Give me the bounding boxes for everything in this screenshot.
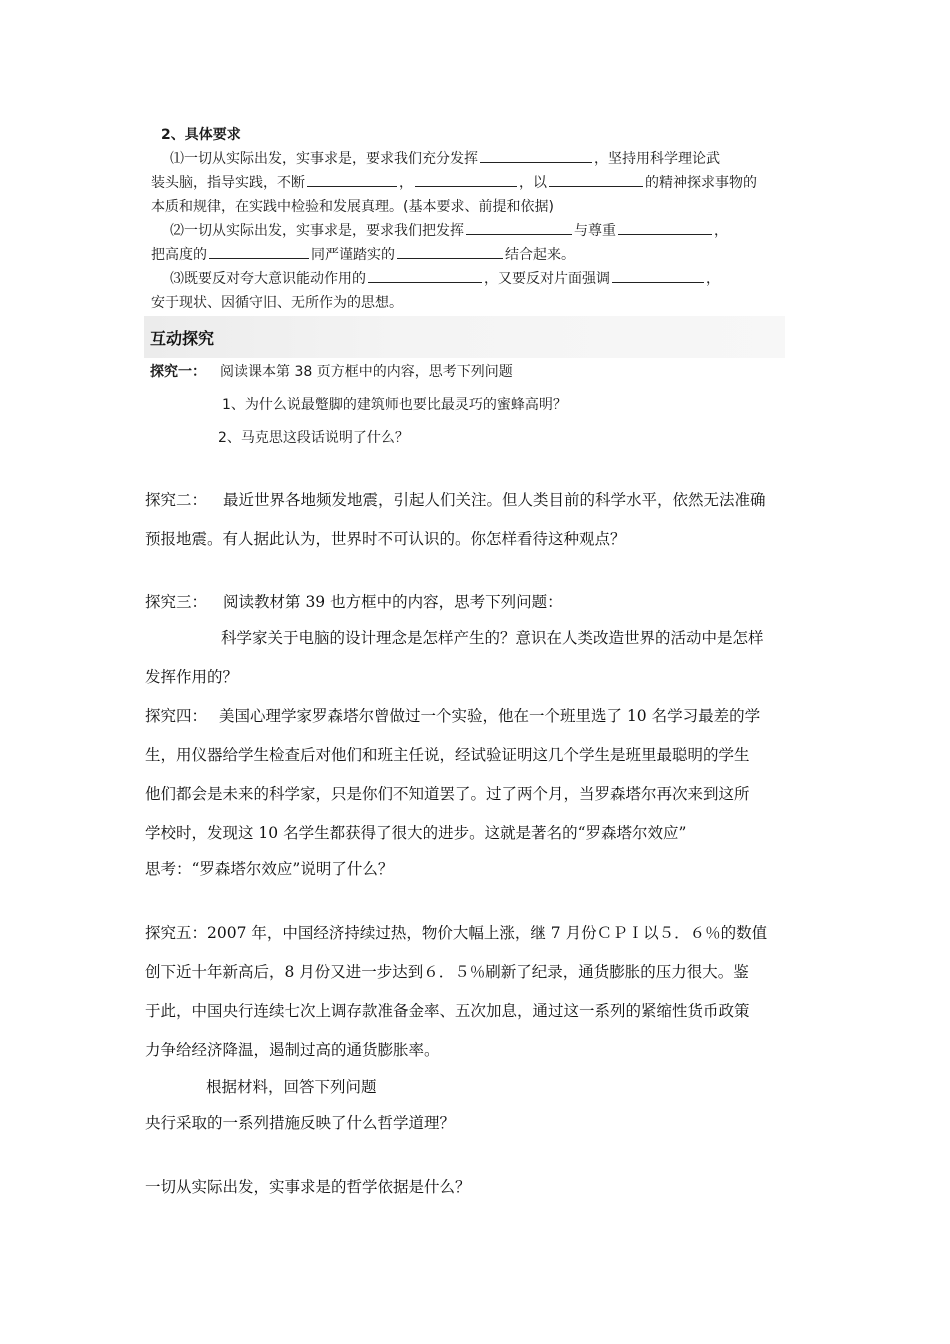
req2-line2-text-b: 同严谨踏实的	[311, 247, 395, 263]
req3-line1-text-c: ，	[706, 271, 720, 287]
inquiry2-line1	[145, 488, 766, 510]
section-title: 互动探究	[150, 329, 215, 348]
req1-line1-text-a: ⑴一切从实际出发，实事求是，要求我们充分发挥	[170, 151, 478, 167]
inquiry4-line3: 他们都会是未来的科学家，只是你们不知道罢了。过了两个月，当罗森塔尔再次来到这所	[145, 785, 750, 803]
fill-blank[interactable]	[612, 269, 704, 283]
fill-blank[interactable]	[209, 245, 309, 259]
fill-blank[interactable]	[466, 221, 572, 235]
inquiry5-q1: 央行采取的一系列措施反映了什么哲学道理？	[145, 1114, 456, 1132]
requirements-heading: 2、具体要求	[161, 127, 241, 143]
fill-blank[interactable]	[397, 245, 503, 259]
inquiry2-label: 探究二：	[145, 491, 208, 509]
inquiry5-line4: 力争给经济降温，遏制过高的通货膨胀率。	[145, 1041, 440, 1059]
req2-line1	[170, 220, 728, 240]
fill-blank[interactable]	[415, 173, 517, 187]
inquiry1-q1: 1、为什么说最蹩脚的建筑师也要比最灵巧的蜜蜂高明？	[222, 397, 567, 413]
req2-line2	[151, 244, 575, 264]
req3-line1-text-a: ⑶既要反对夸大意识能动作用的	[170, 271, 366, 287]
inquiry5-q2: 一切从实际出发，实事求是的哲学依据是什么？	[145, 1178, 471, 1196]
req1-line2	[151, 172, 757, 192]
inquiry5-line2: 创下近十年新高后，8 月份又进一步达到６．５％刷新了纪录，通货膨胀的压力很大。鉴	[145, 963, 749, 981]
inquiry4-line2: 生，用仪器给学生检查后对他们和班主任说，经试验证明这几个学生是班里最聪明的学生	[145, 746, 750, 764]
fill-blank[interactable]	[480, 149, 592, 163]
req2-line1-text-c: ，	[714, 223, 728, 239]
fill-blank[interactable]	[549, 173, 643, 187]
inquiry2-line2: 预报地震。有人据此认为，世界时不可认识的。你怎样看待这种观点？	[145, 530, 626, 548]
inquiry1-q2: 2、马克思这段话说明了什么？	[218, 430, 409, 446]
inquiry4-label: 探究四：	[145, 707, 208, 725]
inquiry4-line1	[145, 704, 760, 726]
inquiry1-label: 探究一：	[150, 364, 206, 380]
section-band	[144, 316, 785, 358]
inquiry2-text1: 最近世界各地频发地震，引起人们关注。但人类目前的科学水平，依然无法准确	[223, 491, 766, 509]
inquiry1-header	[150, 361, 513, 381]
inquiry4-line4: 学校时，发现这 10 名学生都获得了很大的进步。这就是著名的“罗森塔尔效应”	[145, 824, 687, 842]
fill-blank[interactable]	[618, 221, 712, 235]
inquiry3-line2: 发挥作用的？	[145, 668, 239, 686]
inquiry1-prompt: 阅读课本第 38 页方框中的内容，思考下列问题	[220, 364, 513, 380]
inquiry4-text1: 美国心理学家罗森塔尔曾做过一个实验，他在一个班里选了 10 名学习最差的学	[219, 707, 761, 725]
req2-line1-text-a: ⑵一切从实际出发，实事求是，要求我们把发挥	[170, 223, 464, 239]
fill-blank[interactable]	[307, 173, 397, 187]
inquiry3-label: 探究三：	[145, 593, 208, 611]
req1-line2-text-c: ，以	[519, 175, 547, 191]
inquiry3-header	[145, 590, 563, 612]
req1-line2-text-a: 装头脑，指导实践，不断	[151, 175, 305, 191]
req3-line1	[170, 268, 720, 288]
req1-line1-text-b: ，坚持用科学理论武	[594, 151, 720, 167]
req3-line1-text-b: ，又要反对片面强调	[484, 271, 610, 287]
req1-line1	[170, 148, 720, 168]
inquiry3-prompt: 阅读教材第 39 也方框中的内容，思考下列问题：	[223, 593, 563, 611]
req2-line2-text-a: 把高度的	[151, 247, 207, 263]
inquiry4-think: 思考：“罗森塔尔效应”说明了什么？	[145, 860, 394, 878]
req2-line1-text-b: 与尊重	[574, 223, 616, 239]
inquiry5-line3: 于此，中国央行连续七次上调存款准备金率、五次加息，通过这一系列的紧缩性货币政策	[145, 1002, 750, 1020]
req1-line2-text-d: 的精神探求事物的	[645, 175, 757, 191]
fill-blank[interactable]	[368, 269, 482, 283]
inquiry3-line1: 科学家关于电脑的设计理念是怎样产生的？意识在人类改造世界的活动中是怎样	[221, 629, 764, 647]
req1-line3: 本质和规律，在实践中检验和发展真理。(基本要求、前提和依据)	[151, 199, 554, 215]
req3-line2: 安于现状、因循守旧、无所作为的思想。	[151, 295, 403, 311]
inquiry5-instruction: 根据材料，回答下列问题	[206, 1078, 377, 1096]
inquiry5-line1: 探究五：2007 年，中国经济持续过热，物价大幅上涨，继 7 月份ＣＰＩ以５．６％的数值	[145, 924, 768, 942]
req1-line2-text-b: ，	[399, 175, 413, 191]
req2-line2-text-c: 结合起来。	[505, 247, 575, 263]
